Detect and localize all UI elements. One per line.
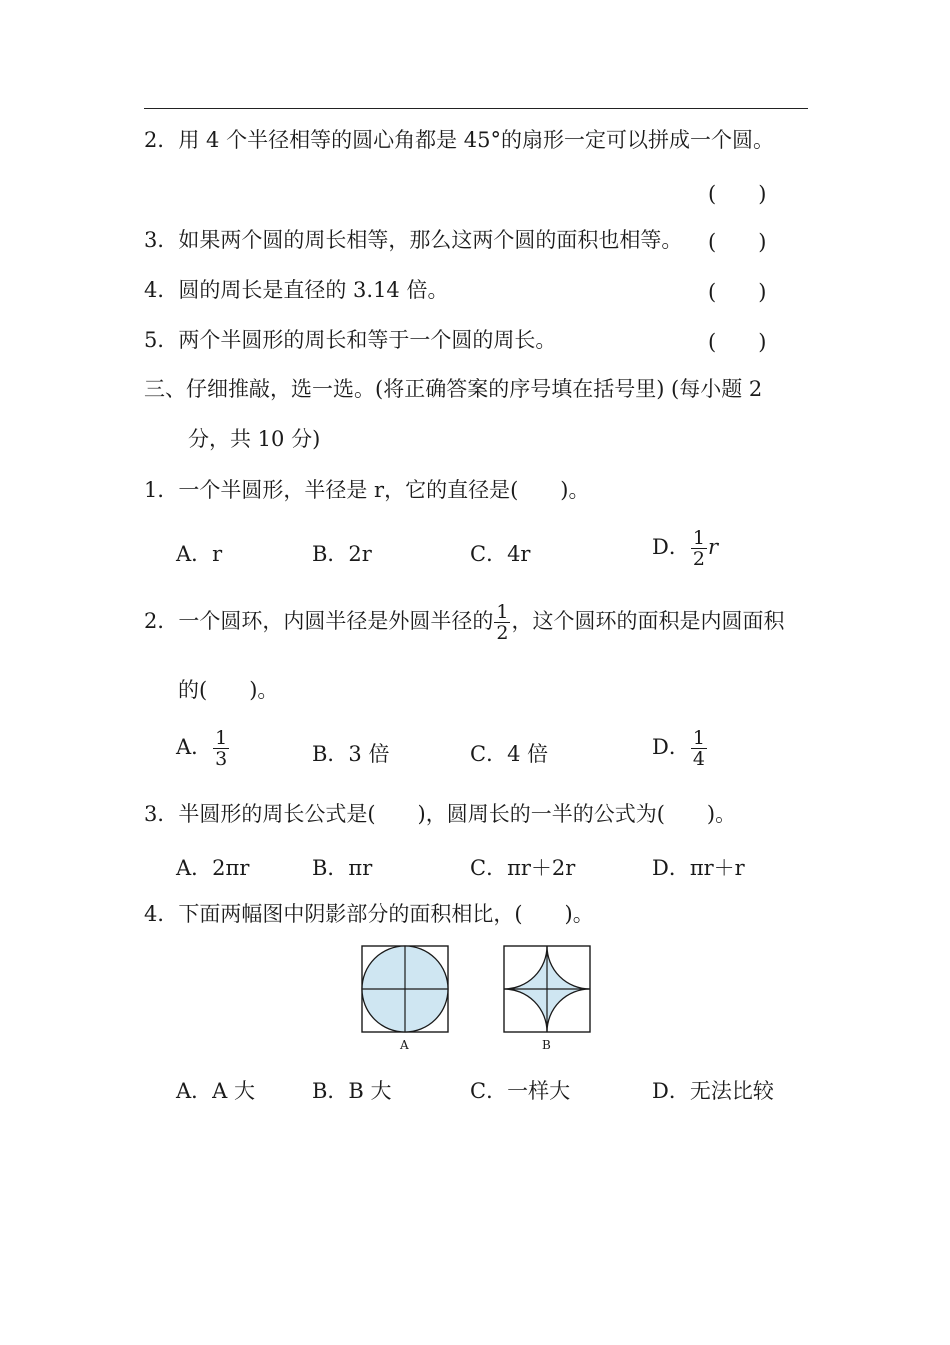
mc4-option-b[interactable]: B．B 大 xyxy=(312,1079,392,1103)
figure-a xyxy=(361,945,449,1033)
mc4-option-a[interactable]: A．A 大 xyxy=(176,1079,256,1103)
mc1-stem: 1．一个半圆形，半径是 r，它的直径是( )。 xyxy=(144,478,590,502)
fraction-denominator: 4 xyxy=(692,748,705,770)
mc2-stem-before: 2．一个圆环，内圆半径是外圆半径的 xyxy=(144,609,494,633)
mc1-option-c[interactable]: C．4r xyxy=(470,542,531,566)
mc3-option-d[interactable]: D．πr＋r xyxy=(652,856,745,880)
mc2-option-d-fraction xyxy=(691,728,707,769)
fraction-denominator: 3 xyxy=(215,748,228,770)
fraction-numerator: 1 xyxy=(692,527,705,549)
mc1-option-d[interactable] xyxy=(652,528,718,569)
top-rule xyxy=(144,108,808,109)
mc2-stem-after: ，这个圆环的面积是内圆面积 xyxy=(511,609,785,633)
mc2-stem-line2: 的( )。 xyxy=(178,678,279,702)
judge-q2-text: 2．用 4 个半径相等的圆心角都是 45°的扇形一定可以拼成一个圆。 xyxy=(144,128,774,152)
mc1-option-d-fraction xyxy=(691,528,707,569)
figure-b-label: B xyxy=(542,1038,551,1052)
figure-b xyxy=(503,945,591,1033)
mc4-option-d[interactable]: D．无法比较 xyxy=(652,1079,774,1103)
fraction-numerator: 1 xyxy=(215,727,228,749)
mc4-option-c[interactable]: C．一样大 xyxy=(470,1079,571,1103)
mc2-option-b[interactable]: B．3 倍 xyxy=(312,742,390,766)
mc1-option-d-suffix: r xyxy=(707,535,718,559)
mc3-option-a[interactable]: A．2πr xyxy=(176,856,250,880)
mc3-stem: 3．半圆形的周长公式是( )，圆周长的一半的公式为( )。 xyxy=(144,802,737,826)
fraction-denominator: 2 xyxy=(496,622,509,644)
judge-q3-text: 3．如果两个圆的周长相等，那么这两个圆的面积也相等。 xyxy=(144,228,683,252)
judge-q4-text: 4．圆的周长是直径的 3.14 倍。 xyxy=(144,278,449,302)
mc2-option-d-prefix: D． xyxy=(652,735,690,759)
judge-q2-answer-paren[interactable]: ( ) xyxy=(708,182,767,206)
judge-q4-answer-paren[interactable]: ( ) xyxy=(708,280,767,304)
judge-q5-answer-paren[interactable]: ( ) xyxy=(708,330,767,354)
section3-title-line2: 分，共 10 分) xyxy=(188,427,321,451)
mc1-option-a[interactable]: A．r xyxy=(176,542,223,566)
mc2-option-d[interactable] xyxy=(652,728,708,769)
judge-q5-text: 5．两个半圆形的周长和等于一个圆的周长。 xyxy=(144,328,557,352)
mc3-option-c[interactable]: C．πr＋2r xyxy=(470,856,576,880)
mc2-stem-fraction xyxy=(494,602,510,643)
mc1-option-d-prefix: D． xyxy=(652,535,690,559)
mc2-option-a-prefix: A． xyxy=(176,735,213,759)
mc2-stem-line1 xyxy=(144,602,784,643)
figure-a-label: A xyxy=(400,1038,409,1052)
fraction-numerator: 1 xyxy=(496,601,509,623)
mc3-option-b[interactable]: B．πr xyxy=(312,856,373,880)
fraction-denominator: 2 xyxy=(692,548,705,570)
mc4-stem: 4．下面两幅图中阴影部分的面积相比，( )。 xyxy=(144,902,594,926)
fraction-numerator: 1 xyxy=(692,727,705,749)
mc2-option-a[interactable] xyxy=(176,728,230,769)
judge-q3-answer-paren[interactable]: ( ) xyxy=(708,230,767,254)
section3-title-line1: 三、仔细推敲，选一选。(将正确答案的序号填在括号里) (每小题 2 xyxy=(144,377,763,401)
mc2-option-c[interactable]: C．4 倍 xyxy=(470,742,549,766)
mc2-option-a-fraction xyxy=(213,728,229,769)
mc1-option-b[interactable]: B．2r xyxy=(312,542,372,566)
